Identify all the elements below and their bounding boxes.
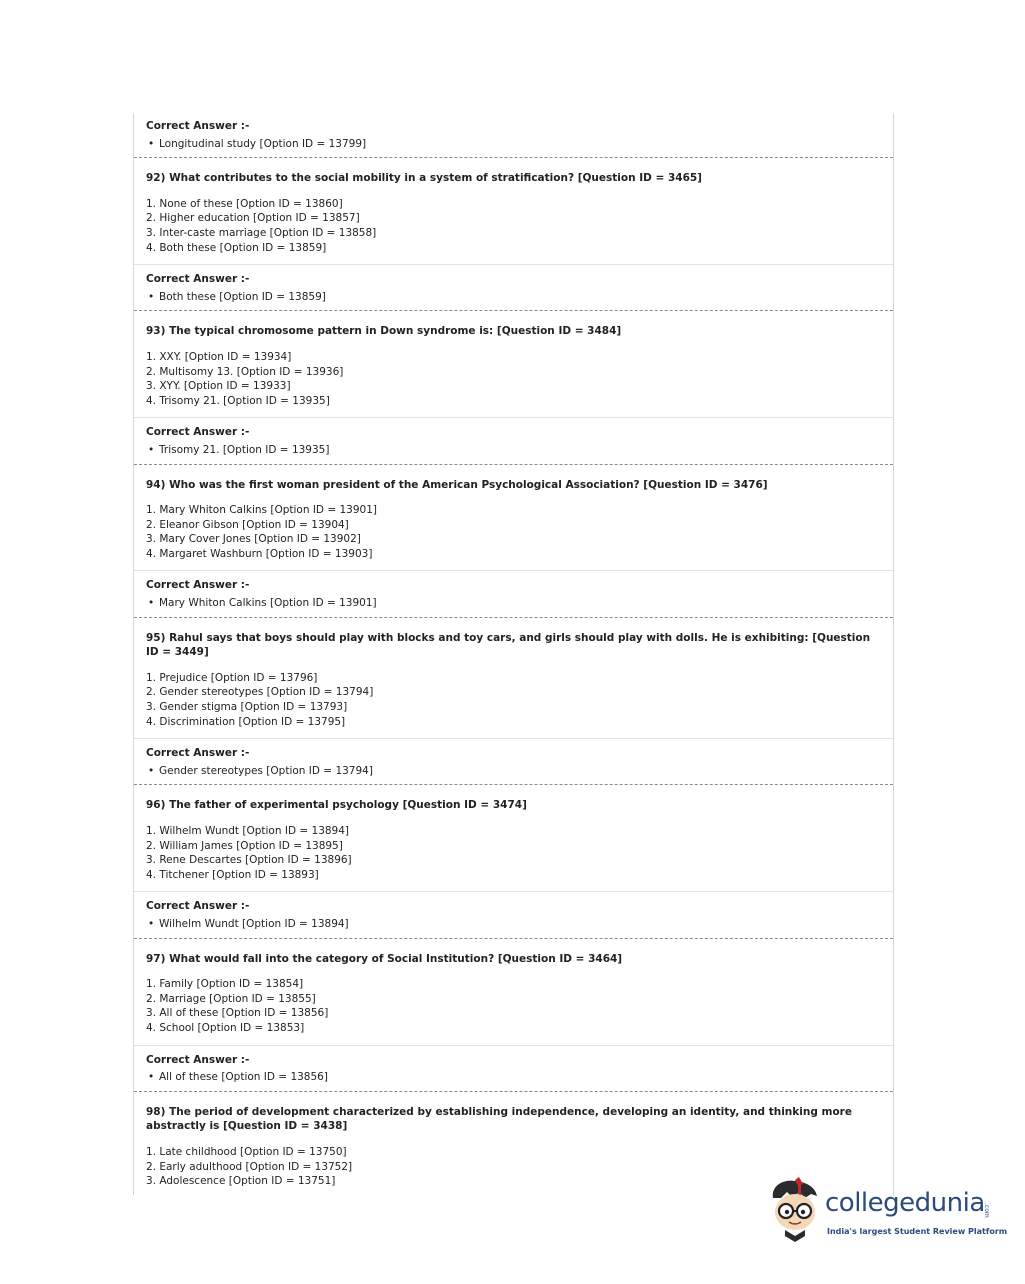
option: 3. Rene Descartes [Option ID = 13896]	[146, 854, 352, 867]
answer-value: • Longitudinal study [Option ID = 13799]	[146, 137, 881, 152]
question-text: 95) Rahul says that boys should play with blocks and toy cars, and girls should play with dolls. He is exhibiting: [Question ID = 3449]	[146, 631, 871, 659]
brand-tagline: India's largest Student Review Platform	[827, 1227, 1008, 1236]
answer-block	[134, 570, 893, 616]
option: 4. School [Option ID = 13853]	[146, 1021, 305, 1034]
option: 1. None of these [Option ID = 13860]	[146, 197, 343, 210]
option: 2. Early adulthood [Option ID = 13752]	[146, 1160, 353, 1173]
option: 3. Adolescence [Option ID = 13751]	[146, 1175, 336, 1188]
option: 1. Family [Option ID = 13854]	[146, 978, 304, 991]
question-block	[134, 310, 893, 417]
option: 1. Prejudice [Option ID = 13796]	[146, 671, 318, 684]
option: 4. Discrimination [Option ID = 13795]	[146, 715, 346, 728]
option: 1. Late childhood [Option ID = 13750]	[146, 1145, 347, 1158]
answer-value: • Gender stereotypes [Option ID = 13794]	[146, 764, 881, 779]
answer-label: Correct Answer :-	[146, 120, 250, 132]
option: 2. William James [Option ID = 13895]	[146, 839, 343, 852]
answer-value: • Both these [Option ID = 13859]	[146, 290, 881, 305]
option: 3. Mary Cover Jones [Option ID = 13902]	[146, 533, 361, 546]
question-text: 92) What contributes to the social mobility in a system of stratification? [Question ID = 3465]	[146, 172, 702, 185]
question-block	[134, 464, 893, 571]
question-block	[134, 784, 893, 891]
option: 1. XXY. [Option ID = 13934]	[146, 350, 292, 363]
question-block	[134, 157, 893, 264]
option: 3. All of these [Option ID = 13856]	[146, 1007, 329, 1020]
question-text: 98) The period of development characterized by establishing independence, developing an identity, and thinking more abstractly is [Question ID = 3438]	[146, 1105, 852, 1133]
collegedunia-logo[interactable]	[765, 1176, 1008, 1246]
answer-label: Correct Answer :-	[146, 273, 250, 286]
answer-label: Correct Answer :-	[146, 747, 250, 760]
answer-block	[134, 738, 893, 784]
option: 2. Higher education [Option ID = 13857]	[146, 212, 360, 225]
answer-value: • Wilhelm Wundt [Option ID = 13894]	[146, 917, 881, 932]
question-text: 93) The typical chromosome pattern in Down syndrome is: [Question ID = 3484]	[146, 325, 622, 338]
answer-block	[134, 891, 893, 937]
answer-block	[134, 264, 893, 310]
question-text: 96) The father of experimental psychology [Question ID = 3474]	[146, 799, 527, 812]
question-block	[134, 617, 893, 739]
option: 2. Gender stereotypes [Option ID = 13794]	[146, 686, 374, 699]
answer-value: • Mary Whiton Calkins [Option ID = 13901]	[146, 596, 881, 611]
option: 3. Gender stigma [Option ID = 13793]	[146, 701, 348, 714]
option: 4. Titchener [Option ID = 13893]	[146, 868, 319, 881]
option: 3. XYY. [Option ID = 13933]	[146, 380, 291, 393]
answer-label: Correct Answer :-	[146, 900, 250, 913]
option: 4. Trisomy 21. [Option ID = 13935]	[146, 394, 330, 407]
answer-label: Correct Answer :-	[146, 579, 250, 592]
answer-value: • All of these [Option ID = 13856]	[146, 1070, 881, 1085]
question-text: 94) Who was the first woman president of the American Psychological Association? [Question ID = 3476]	[146, 478, 768, 491]
answer-label: Correct Answer :-	[146, 426, 250, 439]
question-paper	[133, 113, 894, 1195]
option: 2. Eleanor Gibson [Option ID = 13904]	[146, 518, 349, 531]
option: 1. Wilhelm Wundt [Option ID = 13894]	[146, 825, 350, 837]
option: 3. Inter-caste marriage [Option ID = 13858]	[146, 226, 377, 239]
answer-block	[134, 113, 893, 157]
option: 2. Marriage [Option ID = 13855]	[146, 992, 316, 1005]
option: 4. Margaret Washburn [Option ID = 13903]	[146, 547, 373, 560]
option: 2. Multisomy 13. [Option ID = 13936]	[146, 365, 344, 378]
option: 4. Both these [Option ID = 13859]	[146, 241, 327, 254]
brand-name: collegedunia	[825, 1188, 985, 1218]
question-block	[134, 938, 893, 1045]
brand-suffix: .com	[983, 1203, 990, 1218]
answer-block	[134, 417, 893, 463]
answer-label: Correct Answer :-	[146, 1053, 250, 1066]
mascot-logo-icon	[765, 1176, 825, 1246]
option: 1. Mary Whiton Calkins [Option ID = 13901]	[146, 504, 377, 517]
answer-value: • Trisomy 21. [Option ID = 13935]	[146, 443, 881, 458]
answer-block	[134, 1045, 893, 1091]
question-text: 97) What would fall into the category of Social Institution? [Question ID = 3464]	[146, 952, 623, 965]
